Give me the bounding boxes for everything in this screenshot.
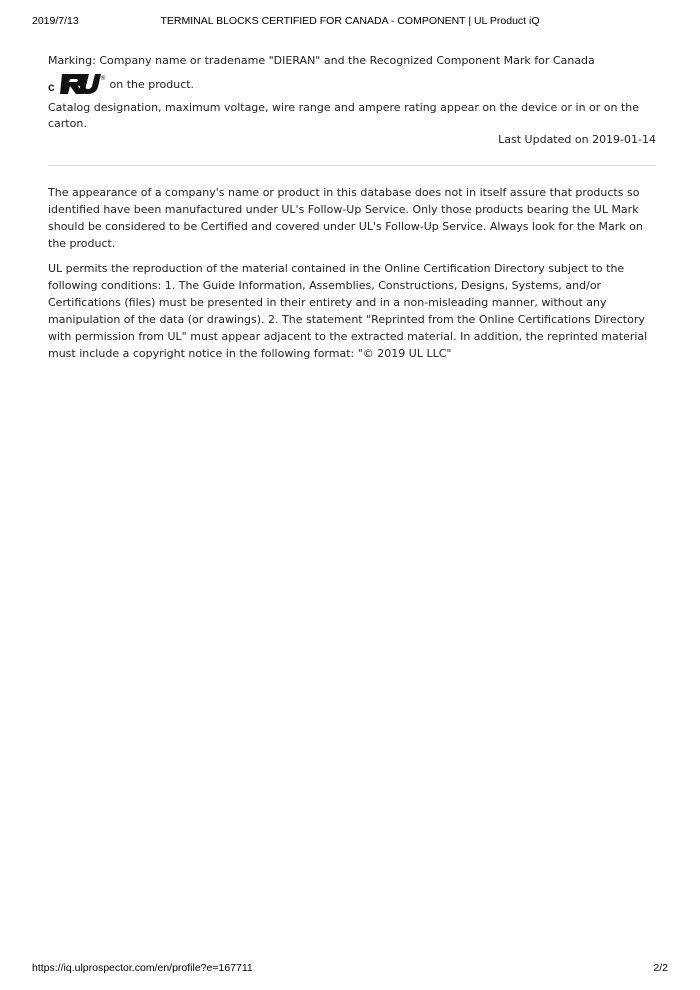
- ul-recognized-component-mark-icon: c ®: [48, 72, 106, 98]
- ru-logo-icon: [58, 72, 102, 96]
- disclaimer-paragraph: The appearance of a company's name or product in this database does not in itself assure that products so identified have been manufactured under UL's Follow-Up Service. Only those products bearing the UL Mark should be considered to be Certified and covered under UL's Follow-Up Service. Always look for the Mark on the product.: [48, 186, 643, 250]
- print-date: 2019/7/13: [32, 15, 79, 27]
- last-updated: Last Updated on 2019-01-14: [498, 133, 656, 146]
- marking-text-end: on the product.: [109, 78, 195, 91]
- page-number: 2/2: [653, 962, 668, 974]
- marking-text: Marking: Company name or tradename "DIERAN" and the Recognized Component Mark for Canada: [48, 54, 595, 67]
- document-body: [48, 50, 656, 370]
- marking-statement: [48, 50, 656, 98]
- catalog-statement: Catalog designation, maximum voltage, wire range and ampere rating appear on the device or in or on the carton.: [48, 101, 640, 130]
- reproduction-paragraph: UL permits the reproduction of the material contained in the Online Certification Directory subject to the following conditions: 1. The Guide Information, Assemblies, Constructions, Designs, Systems, and/or Certifications (files) must be presented in their entirety and in a non-misleading manner, without any manipulation of the data (or drawings). 2. The statement "Reprinted from the Online Certifications Directory with permission from UL" must appear adjacent to the extracted material. In addition, the reprinted material must include a copyright notice in the following format: "© 2019 UL LLC": [48, 262, 648, 360]
- divider: [48, 165, 656, 166]
- page-title: TERMINAL BLOCKS CERTIFIED FOR CANADA - COMPONENT | UL Product iQ: [160, 15, 540, 27]
- footer-url: https://iq.ulprospector.com/en/profile?e=167711: [32, 962, 253, 974]
